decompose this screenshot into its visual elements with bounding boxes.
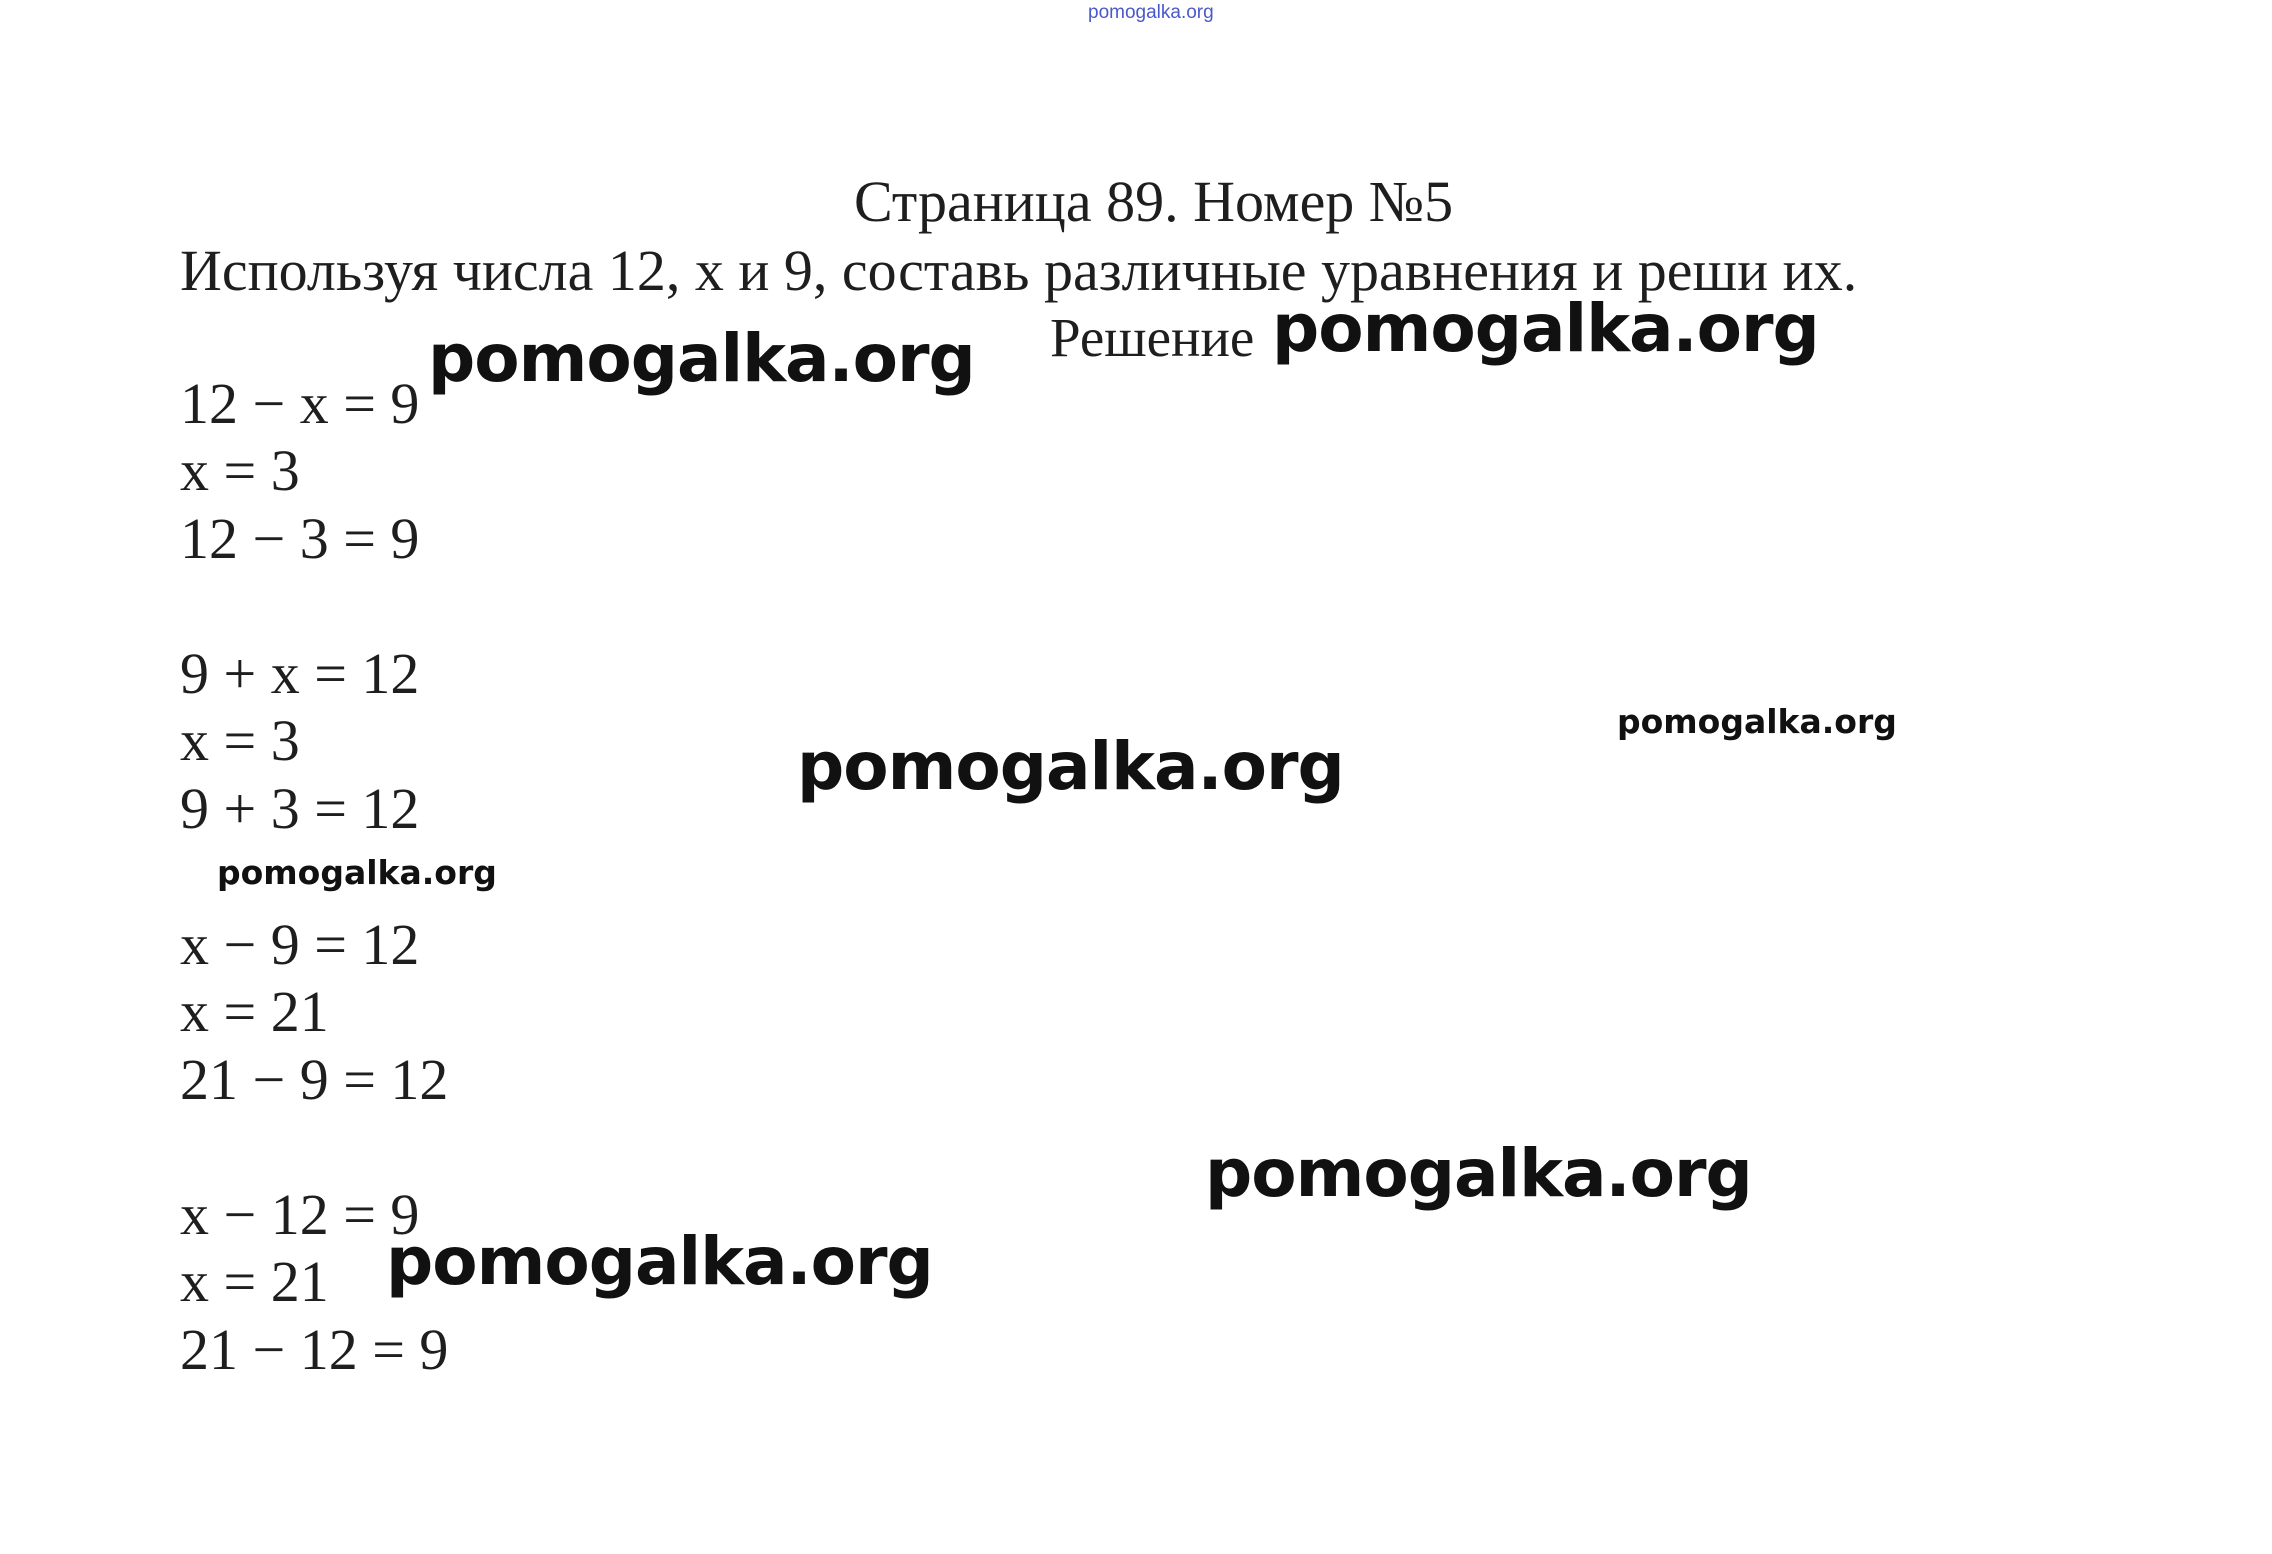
equation-line: x − 12 = 9: [180, 1182, 420, 1247]
top-watermark: pomogalka.org: [1088, 2, 1214, 23]
equation-line: x − 9 = 12: [180, 912, 420, 977]
watermark: pomogalka.org: [386, 1223, 933, 1300]
equation-line: 9 + 3 = 12: [180, 776, 420, 841]
watermark: pomogalka.org: [1617, 702, 1897, 741]
watermark: pomogalka.org: [797, 728, 1344, 805]
equation-line: x = 21: [180, 1249, 329, 1314]
equation-line: 12 − x = 9: [180, 371, 420, 436]
watermark: pomogalka.org: [428, 320, 975, 397]
equation-line: 9 + x = 12: [180, 641, 420, 706]
equation-line: 21 − 9 = 12: [180, 1047, 449, 1112]
equation-line: x = 3: [180, 708, 300, 773]
watermark: pomogalka.org: [1272, 290, 1819, 367]
equation-line: x = 3: [180, 438, 300, 503]
equation-line: x = 21: [180, 979, 329, 1044]
page-title: Страница 89. Номер №5: [854, 169, 1454, 234]
solution-label: Решение: [1050, 307, 1255, 368]
equation-line: 12 − 3 = 9: [180, 506, 420, 571]
watermark: pomogalka.org: [1205, 1135, 1752, 1212]
equation-line: 21 − 12 = 9: [180, 1317, 449, 1382]
watermark: pomogalka.org: [217, 853, 497, 892]
task-statement: Используя числа 12, х и 9, составь различные уравнения и реши их.: [180, 238, 1858, 303]
